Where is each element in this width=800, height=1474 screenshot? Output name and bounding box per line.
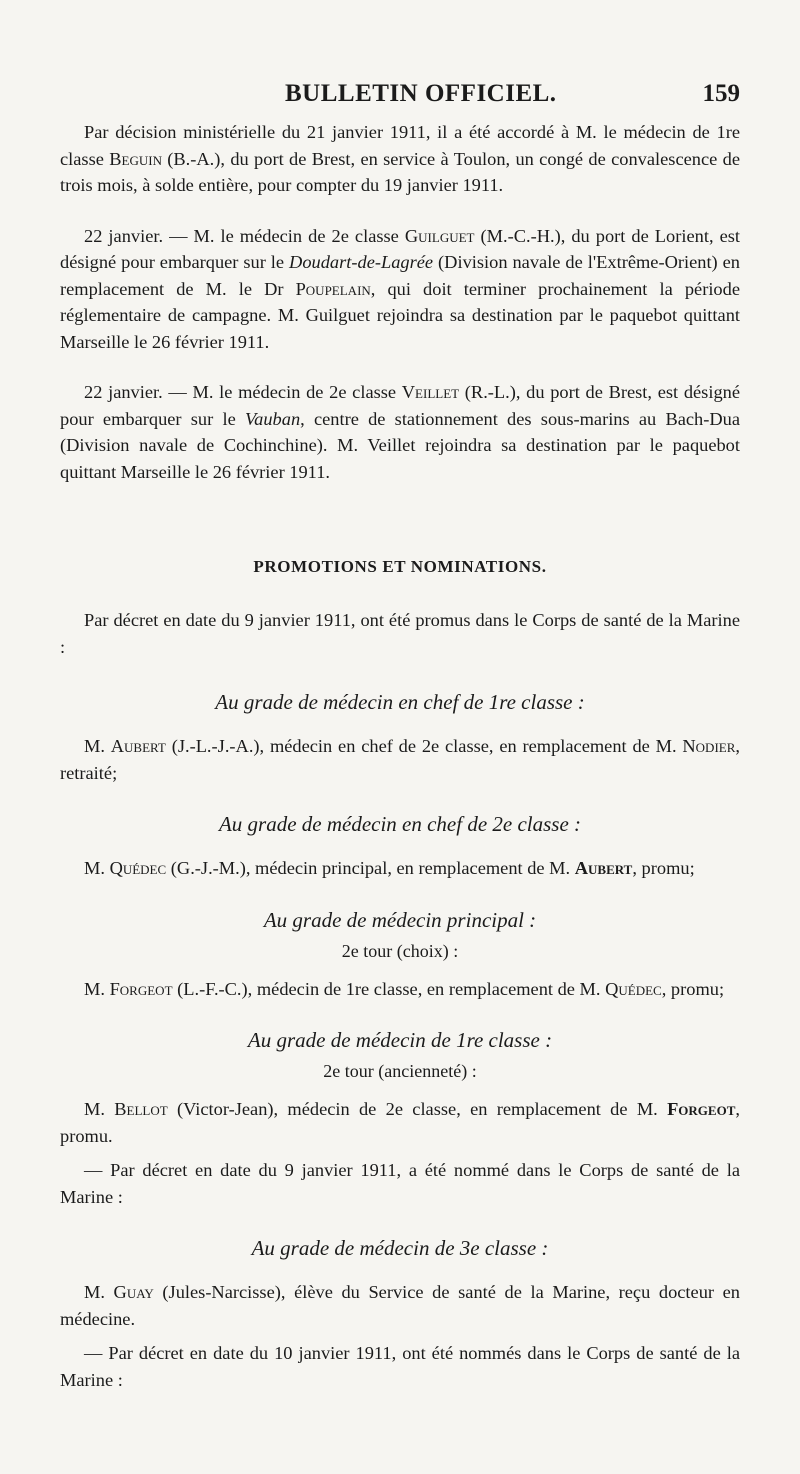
- ship-name: Doudart-de-Lagrée: [289, 252, 434, 272]
- surname: Quédec: [605, 978, 662, 999]
- surname: Quédec: [109, 858, 167, 878]
- intro-decret-nomination: — Par décret en date du 9 janvier 1911, a été nommé dans le Corps de santé de la Marine :: [60, 1160, 740, 1207]
- grade-heading: Au grade de médecin de 1re classe :: [247, 1028, 553, 1052]
- paragraph-guilguet: 22 janvier. — M. le médecin de 2e classe Guilguet (M.-C.-H.), du port de Lorient, est désigné pour embarquer sur le Doudart-de-Lagrée (Division navale de l'Extrême-Orient) en remplacement de M. le Dr Poupelain, qui doit terminer prochainement la période réglementaire de campagne. M. Guilguet rejoindra sa destination par le paquebot quittant Marseille le 26 février 1911.: [60, 225, 741, 352]
- entry-guay: M. Guay (Jules-Narcisse), élève du Service de santé de la Marine, reçu docteur en médecine.: [60, 1282, 740, 1329]
- surname: Aubert: [110, 736, 166, 756]
- grade-heading: Au grade de médecin principal :: [263, 907, 537, 932]
- paragraph-conge-beguin: Par décision ministérielle du 21 janvier 1911, il a été accordé à M. le médecin de 1re classe Beguin (B.-A.), du port de Brest, en service à Toulon, un congé de convalescence de trois mois, à solde entière, pour compter du 19 janvier 1911.: [60, 122, 740, 195]
- surname: Forgeot: [109, 978, 173, 999]
- surname: Poupelain: [295, 278, 371, 299]
- entry-bellot: M. Bellot (Victor-Jean), médecin de 2e classe, en remplacement de M. Forgeot, promu.: [60, 1099, 740, 1146]
- entry-quedec: M. Quédec (G.-J.-M.), médecin principal, en remplacement de M. Aubert, promu;: [84, 858, 695, 878]
- surname: Nodier: [682, 736, 736, 756]
- surname: Aubert: [574, 858, 633, 878]
- intro-decret-9-janvier: Par décret en date du 9 janvier 1911, ont été promus dans le Corps de santé de la Marine :: [60, 610, 740, 657]
- section-title: PROMOTIONS ET NOMINATIONS.: [253, 557, 547, 576]
- surname: Forgeot: [667, 1099, 736, 1119]
- entry-forgeot: M. Forgeot (L.-F.-C.), médecin de 1re classe, en remplacement de M. Quédec, promu;: [84, 978, 725, 999]
- grade-subheading: 2e tour (ancienneté) :: [323, 1061, 477, 1081]
- page-body: [60, 119, 740, 1393]
- page-number: 159: [702, 80, 740, 107]
- intro-decret-10-janvier: — Par décret en date du 10 janvier 1911, ont été nommés dans le Corps de santé de la Marine :: [60, 1343, 740, 1390]
- grade-heading: Au grade de médecin de 3e classe :: [251, 1236, 549, 1260]
- entry-aubert: M. Aubert (J.-L.-J.-A.), médecin en chef de 2e classe, en remplacement de M. Nodier, retraité;: [60, 736, 740, 783]
- surname: Guilguet: [404, 225, 475, 246]
- grade-heading: Au grade de médecin en chef de 1re classe :: [215, 690, 585, 714]
- grade-heading: Au grade de médecin en chef de 2e classe :: [218, 812, 582, 836]
- surname: Guay: [113, 1282, 154, 1302]
- paragraph-veillet: 22 janvier. — M. le médecin de 2e classe Veillet (R.-L.), du port de Brest, est désigné pour embarquer sur le Vauban, centre de stationnement des sous-marins au Bach-Dua (Division navale de Cochinchine). M. Veillet rejoindra sa destination par le paquebot quittant Marseille le 26 février 1911.: [60, 382, 741, 482]
- surname: Veillet: [401, 382, 460, 402]
- grade-subheading: 2e tour (choix) :: [341, 940, 459, 961]
- surname: Beguin: [109, 148, 162, 169]
- surname: Bellot: [114, 1099, 168, 1119]
- running-title: BULLETIN OFFICIEL.: [285, 80, 557, 107]
- ship-name: Vauban: [244, 408, 301, 429]
- page-header: [60, 80, 740, 120]
